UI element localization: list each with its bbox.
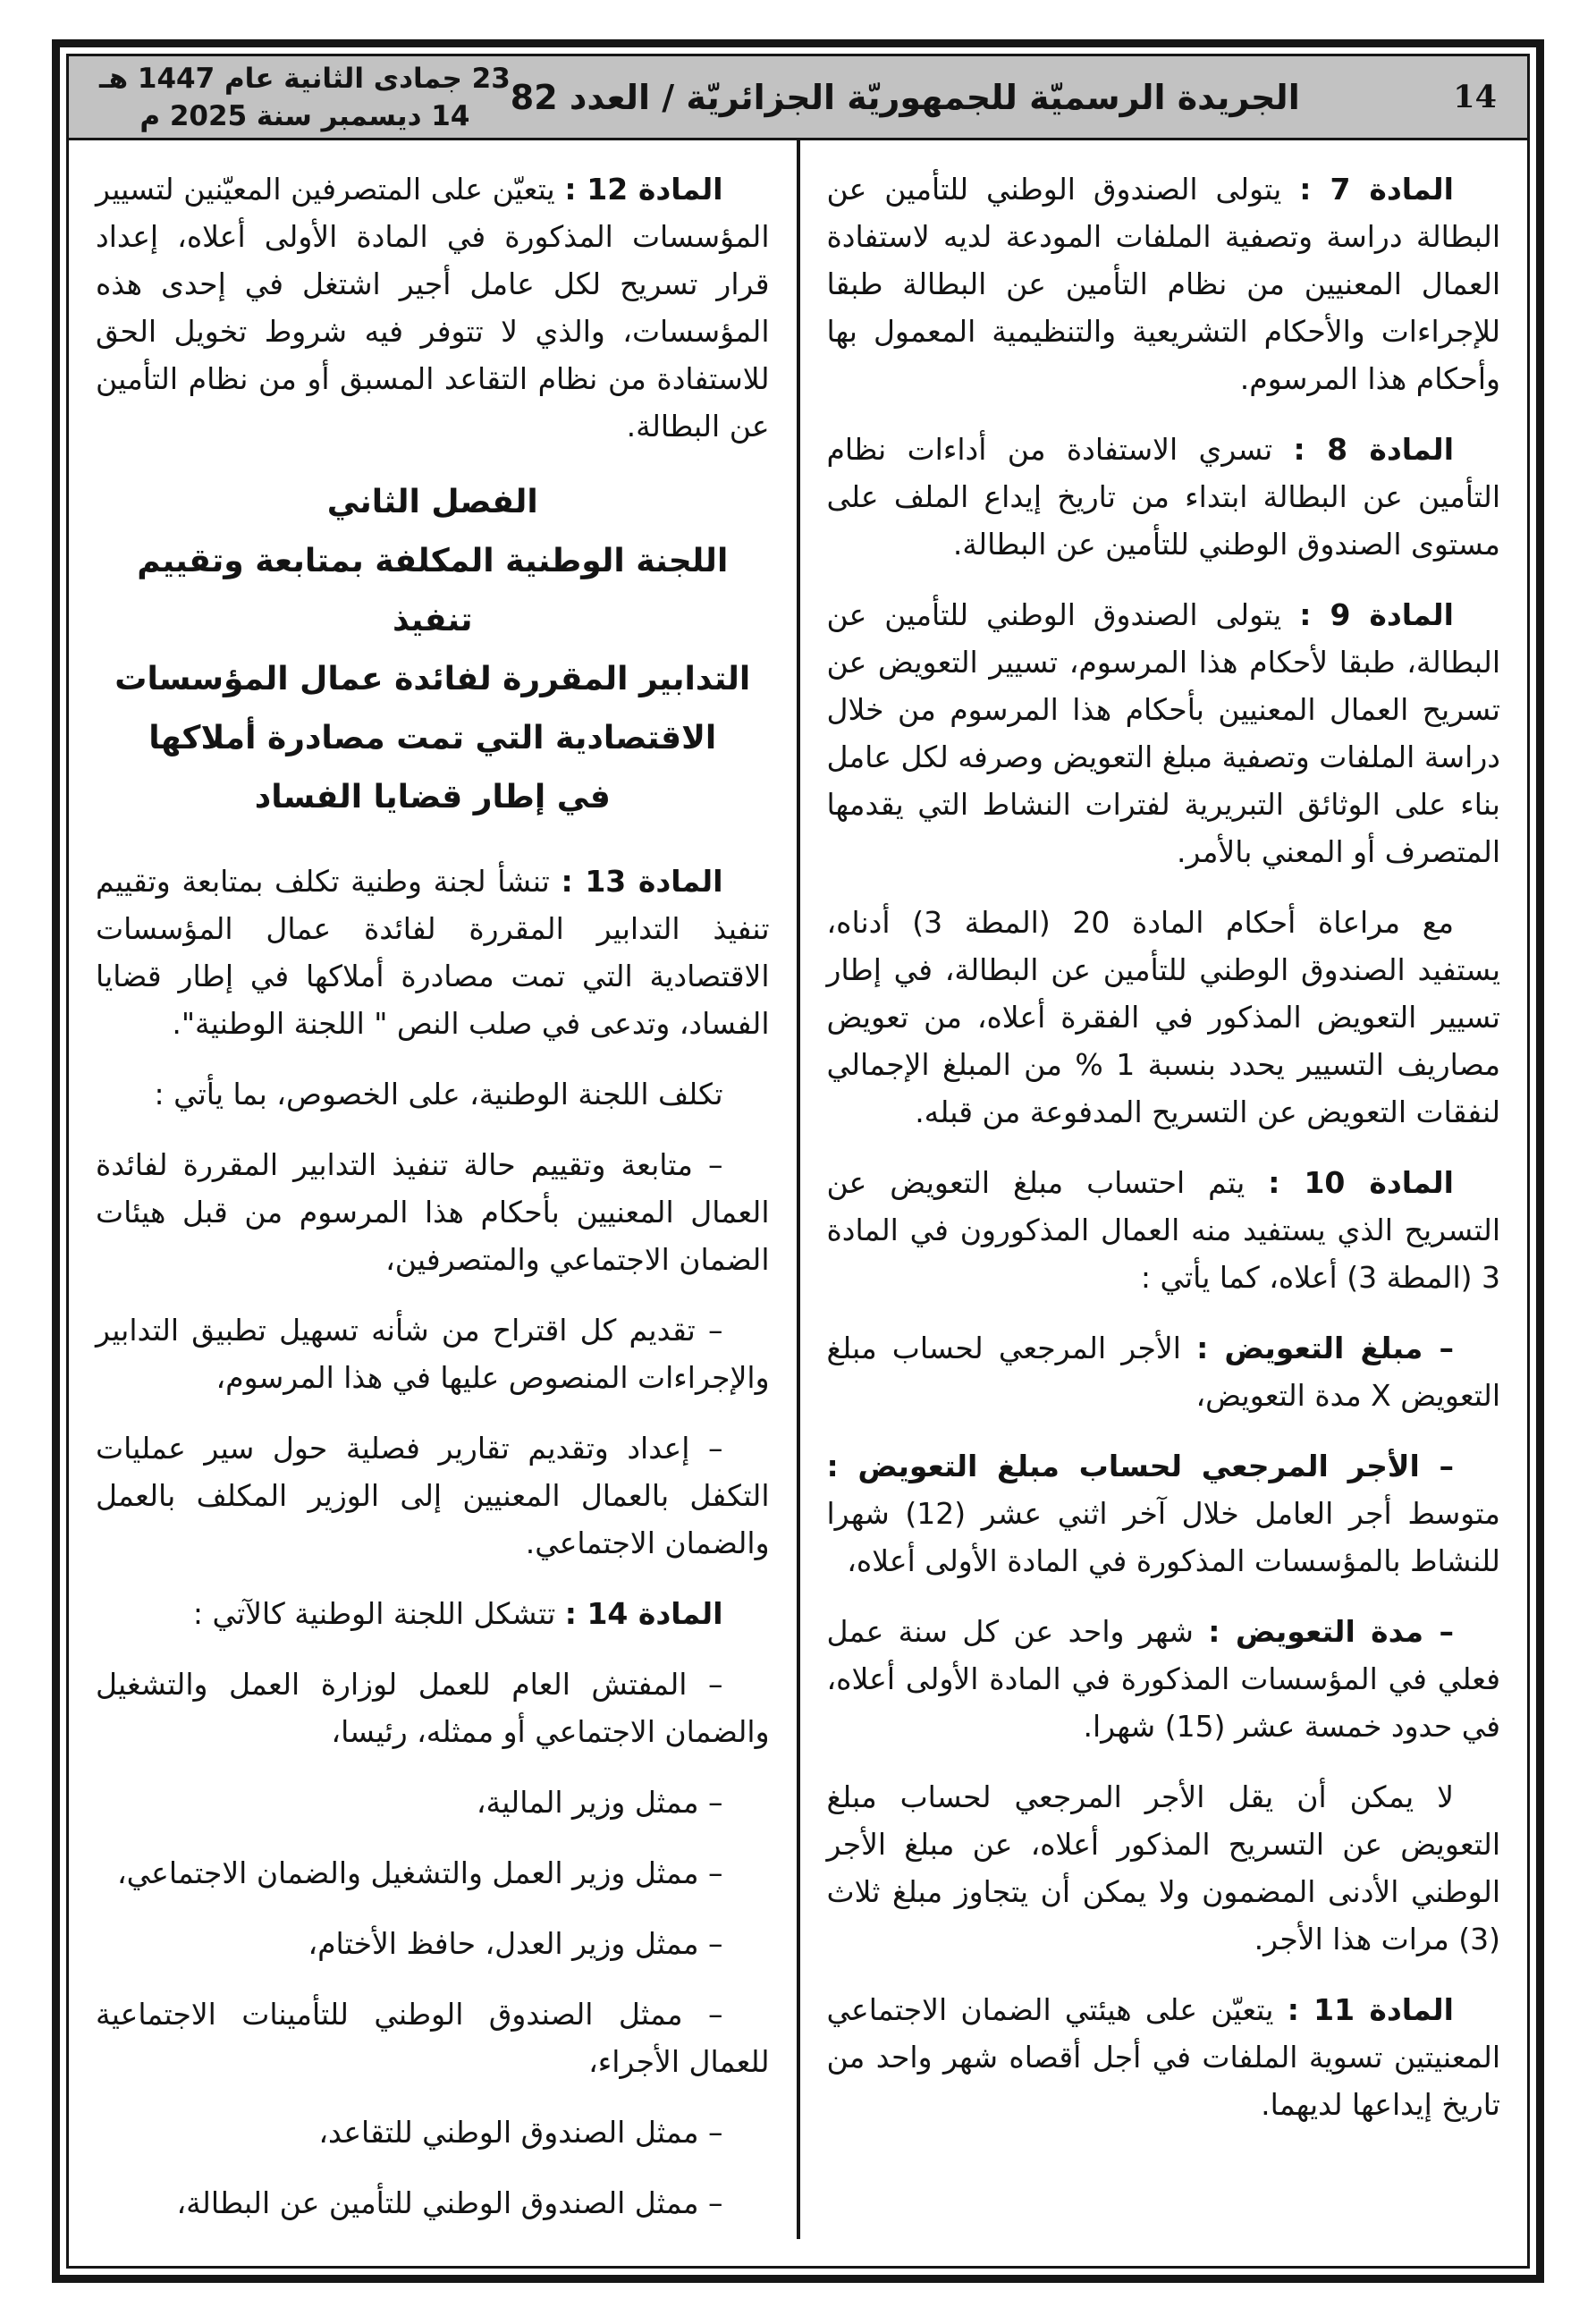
list-item: [96, 2109, 770, 2156]
list-item: [96, 1779, 770, 1826]
paragraph-text: – ممثل وزير العدل، حافظ الأختام،: [308, 1926, 723, 1961]
paragraph-text: يتولى الصندوق الوطني للتأمين عن البطالة، طبقا لأحكام هذا المرسوم، تسيير التعويض عن تسريح العمال المعنيين بأحكام هذا المرسوم من خلال دراسة الملفات وتصفية مبلغ التعويض وصرفه لكل عامل بناء على الوثائق التبريرية لفترات النشاط التي يقدمها المتصرف أو المعني بالأمر.: [826, 597, 1500, 869]
journal-title: الجريدة الرسميّة للجمهوريّة الجزائريّة / العدد 82: [510, 77, 1300, 117]
page-frame: [52, 39, 1544, 2283]
article-paragraph: [827, 1773, 1501, 1963]
article-paragraph: [827, 1159, 1501, 1301]
list-item: [96, 2179, 770, 2227]
paragraph-text: الأجر المرجعي لحساب مبلغ التعويض X مدة التعويض،: [826, 1331, 1500, 1413]
paragraph-lead: المادة 11 :: [1287, 1992, 1454, 2027]
paragraph-text: – ممثل وزير العمل والتشغيل والضمان الاجتماعي،: [117, 1855, 723, 1890]
article-paragraph: [96, 858, 770, 1047]
paragraph-text: – إعداد وتقديم تقارير فصلية حول سير عمليات التكفل بالعمال المعنيين إلى الوزير المكلف بالعمل والضمان الاجتماعي.: [96, 1431, 770, 1560]
paragraph-text: – المفتش العام للعمل لوزارة العمل والتشغيل والضمان الاجتماعي أو ممثله، رئيسا،: [96, 1667, 770, 1749]
paragraph-lead: المادة 10 :: [1268, 1165, 1454, 1200]
paragraph-text: مع مراعاة أحكام المادة 20 (المطة 3) أدناه، يستفيد الصندوق الوطني للتأمين عن البطالة، في إطار تسيير التعويض المذكور في الفقرة أعلاه، من تعويض مصاريف التسيير يحدد بنسبة 1 % من المبلغ الإجمالي لنفقات التعويض عن التسريح المدفوعة من قبله.: [826, 905, 1500, 1129]
paragraph-text: – تقديم كل اقتراح من شأنه تسهيل تطبيق التدابير والإجراءات المنصوص عليها في هذا المرسوم،: [96, 1313, 770, 1395]
date-hijri: 23 جمادى الثانية عام 1447 هـ: [99, 62, 511, 95]
paragraph-lead: – مبلغ التعويض :: [1196, 1331, 1454, 1365]
chapter-heading-line: الفصل الثاني: [326, 484, 538, 520]
list-item: [96, 1661, 770, 1755]
paragraph-text: شهر واحد عن كل سنة عمل فعلي في المؤسسات المذكورة في المادة الأولى أعلاه، في حدود خمسة عشر (15) شهرا.: [826, 1614, 1500, 1744]
column-left: [69, 140, 797, 2266]
paragraph-text: لا يمكن أن يقل الأجر المرجعي لحساب مبلغ التعويض عن التسريح المذكور أعلاه، عن مبلغ الأجر الوطني الأدنى المضمون ولا يمكن أن يتجاوز مبلغ ثلاث (3) مرات هذا الأجر.: [826, 1779, 1500, 1956]
paragraph-lead: المادة 9 :: [1299, 597, 1454, 632]
paragraph-lead: – مدة التعويض :: [1208, 1614, 1454, 1649]
paragraph-text: يتولى الصندوق الوطني للتأمين عن البطالة دراسة وتصفية الملفات المودعة لديه لاستفادة العمال المعنيين من نظام التأمين عن البطالة طبقا للإجراءات والأحكام التشريعية والتنظيمية المعمول بها وأحكام هذا المرسوم.: [826, 172, 1500, 396]
paragraph-text: – ممثل الصندوق الوطني للتأمينات الاجتماعية للعمال الأجراء،: [96, 1997, 770, 2079]
page-number: 14: [1453, 79, 1497, 115]
article-paragraph: [96, 1070, 770, 1118]
article-paragraph: [96, 165, 770, 450]
paragraph-lead: – الأجر المرجعي لحساب مبلغ التعويض :: [826, 1449, 1454, 1483]
paragraph-text: – متابعة وتقييم حالة تنفيذ التدابير المقررة لفائدة العمال المعنيين بأحكام هذا المرسوم من قبل هيئات الضمان الاجتماعي والمتصرفين،: [96, 1147, 770, 1277]
list-item: [96, 1141, 770, 1283]
list-item: [96, 1920, 770, 1967]
paragraph-text: يتم احتساب مبلغ التعويض عن التسريح الذي يستفيد منه العمال المذكورون في المادة 3 (المطة 3) أعلاه، كما يأتي :: [826, 1165, 1500, 1295]
list-item: [96, 1306, 770, 1401]
chapter-heading: [96, 473, 770, 827]
paragraph-text: تنشأ لجنة وطنية تكلف بمتابعة وتقييم تنفيذ التدابير المقررة لفائدة عمال المؤسسات الاقتصادية التي تمت مصادرة أملاكها في إطار قضايا الفساد، وتدعى في صلب النص " اللجنة الوطنية".: [96, 864, 770, 1041]
article-paragraph: [827, 591, 1501, 875]
paragraph-lead: المادة 14 :: [564, 1596, 723, 1631]
column-right: [800, 140, 1528, 2266]
chapter-heading-line: التدابير المقررة لفائدة عمال المؤسسات: [114, 661, 751, 697]
issue-dates: [99, 60, 511, 135]
paragraph-text: – ممثل الصندوق الوطني للتأمين عن البطالة،: [176, 2185, 723, 2220]
article-paragraph: [96, 1590, 770, 1637]
paragraph-text: متوسط أجر العامل خلال آخر اثني عشر (12) شهرا للنشاط بالمؤسسات المذكورة في المادة الأولى أعلاه،: [826, 1496, 1500, 1578]
paragraph-text: يتعيّن على هيئتي الضمان الاجتماعي المعنيتين تسوية الملفات في أجل أقصاه شهر واحد من تاريخ إيداعها لديهما.: [826, 1992, 1500, 2122]
article-paragraph: [827, 426, 1501, 568]
list-item: [96, 1424, 770, 1567]
paragraph-text: – ممثل الصندوق الوطني للتقاعد،: [318, 2115, 723, 2150]
column-separator: [797, 140, 800, 2239]
paragraph-lead: المادة 12 :: [564, 172, 723, 207]
list-item: [827, 1442, 1501, 1585]
list-item: [827, 1324, 1501, 1419]
content-frame: [66, 140, 1530, 2269]
article-paragraph: [827, 1986, 1501, 2128]
paragraph-text: تكلف اللجنة الوطنية، على الخصوص، بما يأتي :: [154, 1077, 723, 1111]
paragraph-text: – ممثل وزير المالية،: [476, 1785, 723, 1820]
paragraph-text: يتعيّن على المتصرفين المعيّنين لتسيير المؤسسات المذكورة في المادة الأولى أعلاه، إعداد قرار تسريح لكل عامل أجير اشتغل في إحدى هذه المؤسسات، والذي لا تتوفر فيه شروط تخويل الحق للاستفادة من نظام التقاعد المسبق أو من نظام التأمين عن البطالة.: [96, 172, 770, 444]
chapter-heading-line: الاقتصادية التي تمت مصادرة أملاكها: [148, 720, 717, 756]
list-item: [827, 1608, 1501, 1750]
article-paragraph: [827, 165, 1501, 402]
paragraph-lead: المادة 13 :: [561, 864, 723, 899]
paragraph-text: تتشكل اللجنة الوطنية كالآتي :: [192, 1596, 556, 1631]
article-paragraph: [827, 899, 1501, 1136]
paragraph-text: تسري الاستفادة من أداءات نظام التأمين عن البطالة ابتداء من تاريخ إيداع الملف على مستوى الصندوق الوطني للتأمين عن البطالة.: [826, 432, 1500, 562]
list-item: [96, 1849, 770, 1897]
chapter-heading-line: اللجنة الوطنية المكلفة بمتابعة وتقييم تنفيذ: [137, 543, 729, 638]
masthead: [66, 54, 1530, 140]
chapter-heading-line: في إطار قضايا الفساد: [254, 779, 611, 816]
paragraph-lead: المادة 8 :: [1293, 432, 1455, 467]
list-item: [96, 1990, 770, 2085]
date-gregorian: 14 ديسمبر سنة 2025 م: [139, 99, 470, 132]
paragraph-lead: المادة 7 :: [1299, 172, 1454, 207]
